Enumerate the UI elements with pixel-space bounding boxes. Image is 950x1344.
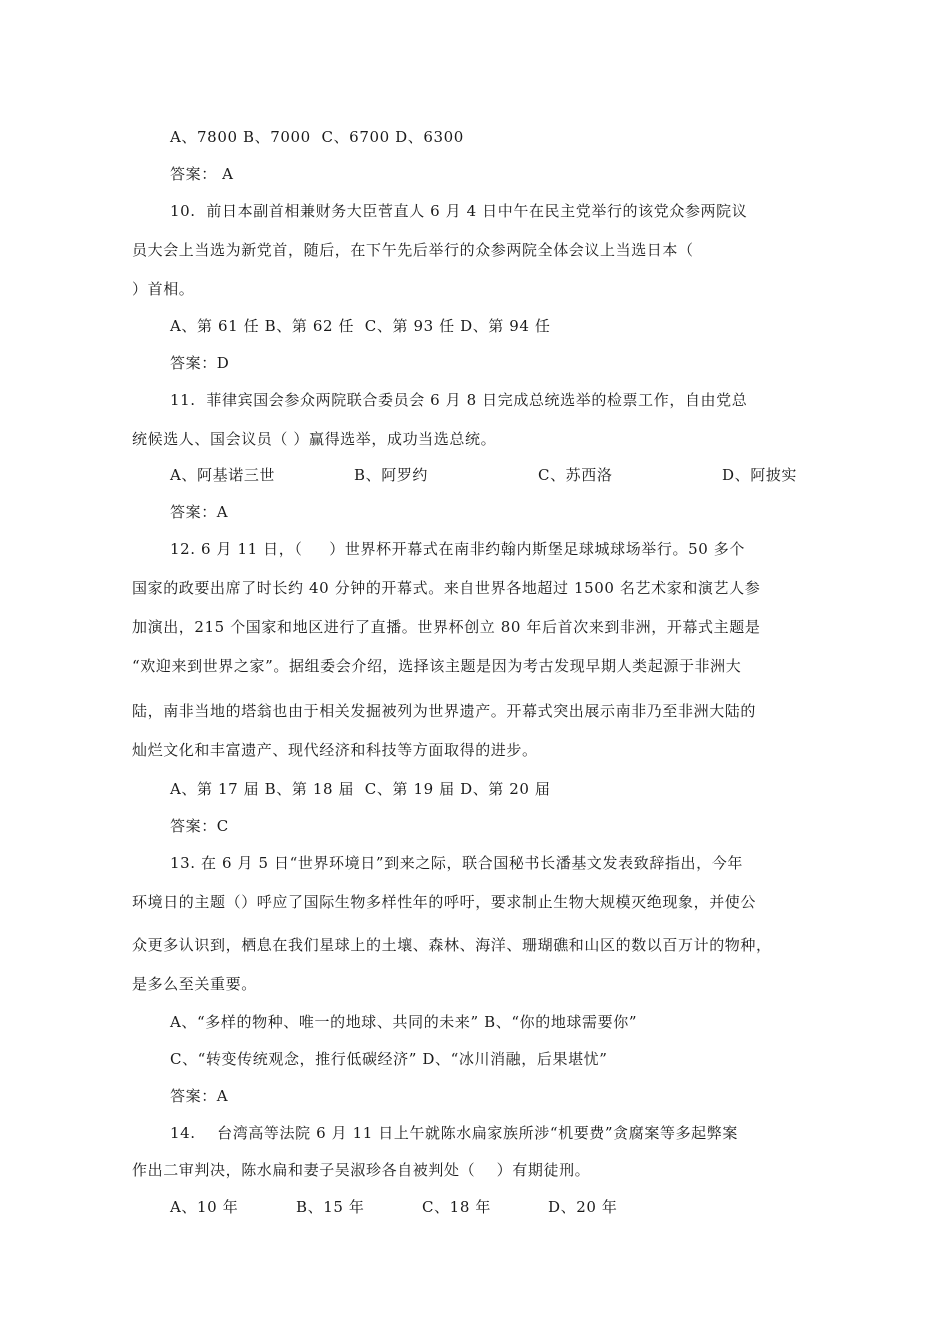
q9-answer: 答案： A (170, 165, 234, 183)
q11-option-d: D、阿披实 (722, 466, 798, 484)
q11-stem-line2: 统候选人、国会议员（ ）赢得选举，成功当选总统。 (132, 430, 497, 448)
q11-answer: 答案：A (170, 503, 229, 521)
q13-stem-line3: 众更多认识到，栖息在我们星球上的土壤、森林、海洋、珊瑚礁和山区的数以百万计的物种， (132, 936, 772, 954)
q14-stem-line2: 作出二审判决，陈水扁和妻子吴淑珍各自被判处（ ）有期徒刑。 (132, 1161, 591, 1179)
q12-stem-line2: 国家的政要出席了时长约 40 分钟的开幕式。来自世界各地超过 1500 名艺术家和演艺人参 (132, 579, 761, 597)
q11-option-c: C、苏西洛 (538, 466, 613, 484)
q9-options: A、7800 B、7000 C、6700 D、6300 (170, 128, 464, 146)
q14-option-c: C、18 年 (422, 1198, 491, 1216)
q14-option-b: B、15 年 (296, 1198, 365, 1216)
q12-stem-line1: 12. 6 月 11 日，（ ）世界杯开幕式在南非约翰内斯堡足球城球场举行。50 多个 (170, 540, 745, 558)
q11-option-a: A、阿基诺三世 (170, 466, 276, 484)
q14-option-a: A、10 年 (170, 1198, 239, 1216)
q11-option-b: B、阿罗约 (354, 466, 429, 484)
q14-stem-line1: 14. 台湾高等法院 6 月 11 日上午就陈水扁家族所涉“机要费”贪腐案等多起弊案 (170, 1124, 738, 1142)
q12-stem-line5: 陆，南非当地的塔翁也由于相关发掘被列为世界遗产。开幕式突出展示南非乃至非洲大陆的 (132, 702, 757, 720)
q13-stem-line4: 是多么至关重要。 (132, 975, 257, 993)
q10-answer: 答案：D (170, 354, 230, 372)
q13-stem-line2: 环境日的主题（）呼应了国际生物多样性年的呼吁，要求制止生物大规模灭绝现象，并使公 (132, 893, 757, 911)
q12-stem-line3: 加演出，215 个国家和地区进行了直播。世界杯创立 80 年后首次来到非洲，开幕式主题是 (132, 618, 761, 636)
q11-options (170, 465, 830, 485)
q12-answer: 答案：C (170, 817, 229, 835)
q14-options (170, 1197, 830, 1217)
q10-stem-line1: 10. 前日本副首相兼财务大臣菅直人 6 月 4 日中午在民主党举行的该党众参两院议 (170, 202, 748, 220)
q12-stem-line6: 灿烂文化和丰富遗产、现代经济和科技等方面取得的进步。 (132, 741, 538, 759)
q10-stem-line2: 员大会上当选为新党首，随后，在下午先后举行的众参两院全体会议上当选日本（ (132, 241, 694, 259)
q11-stem-line1: 11. 菲律宾国会参众两院联合委员会 6 月 8 日完成总统选举的检票工作，自由党总 (170, 391, 748, 409)
q13-stem-line1: 13. 在 6 月 5 日“世界环境日”到来之际，联合国秘书长潘基文发表致辞指出，今年 (170, 854, 743, 872)
q13-answer: 答案：A (170, 1087, 229, 1105)
q12-options: A、第 17 届 B、第 18 届 C、第 19 届 D、第 20 届 (170, 780, 551, 798)
q10-options: A、第 61 任 B、第 62 任 C、第 93 任 D、第 94 任 (170, 317, 551, 335)
q14-option-d: D、20 年 (548, 1198, 618, 1216)
q13-options-cd: C、“转变传统观念，推行低碳经济” D、“冰川消融，后果堪忧” (170, 1050, 608, 1068)
q13-options-ab: A、“多样的物种、唯一的地球、共同的未来” B、“你的地球需要你” (170, 1013, 638, 1031)
q12-stem-line4: “欢迎来到世界之家”。据组委会介绍，选择该主题是因为考古发现早期人类起源于非洲大 (132, 657, 742, 675)
q10-stem-line3: ）首相。 (132, 280, 195, 298)
